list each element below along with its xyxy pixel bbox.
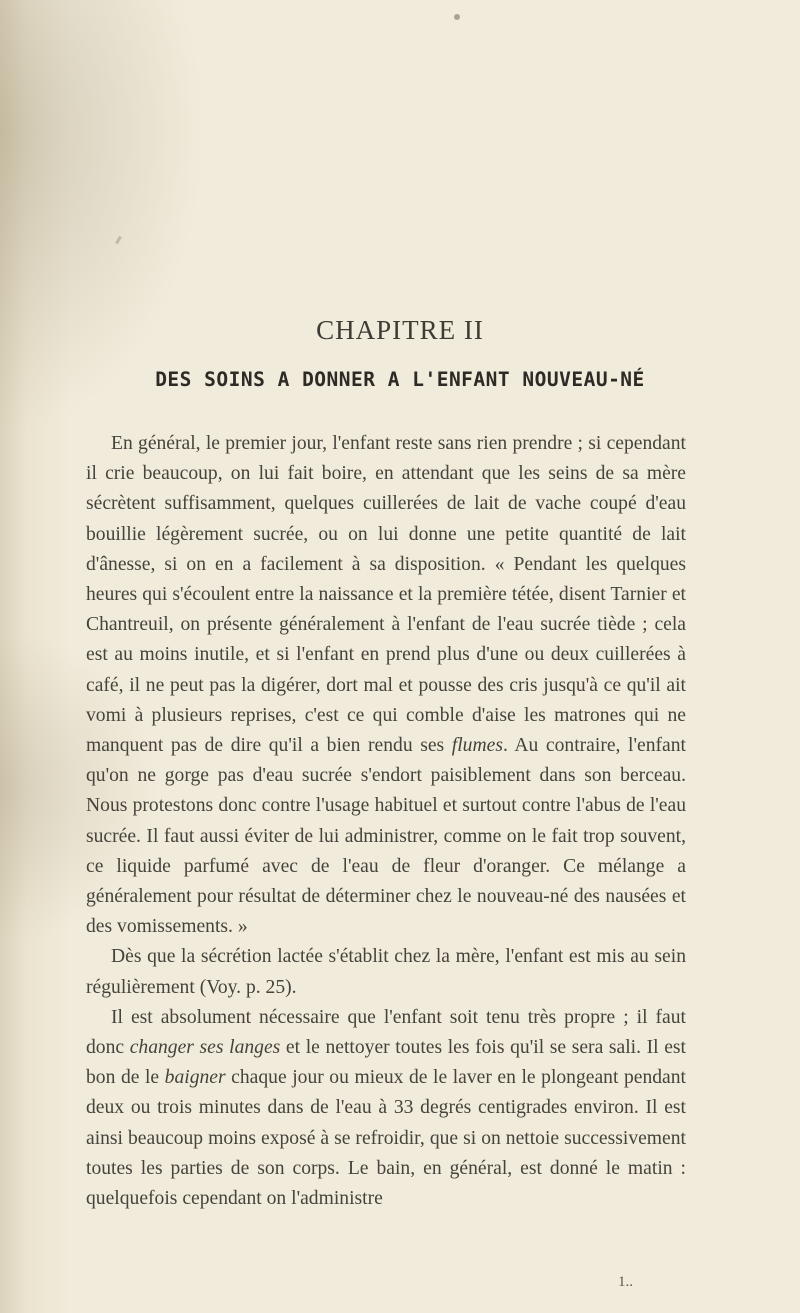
ink-spot bbox=[454, 14, 460, 20]
chapter-title: DES SOINS A DONNER A L'ENFANT NOUVEAU-NÉ bbox=[155, 368, 645, 391]
paragraph-3 bbox=[86, 1003, 686, 1214]
paragraph-2 bbox=[86, 942, 686, 1002]
text-run: Il est absolument nécessaire que l'enfant soit tenu très propre ; il faut donc bbox=[86, 1006, 686, 1059]
text-run: Dès que la sécrétion lactée s'établit chez la mère, l'enfant est mis au sein régulièrement (Voy. p. 25). bbox=[86, 946, 686, 998]
signature-mark: 1.. bbox=[618, 1274, 633, 1290]
text-run-italic: changer ses langes bbox=[129, 1037, 281, 1059]
text-run: et le nettoyer toutes les fois qu'il se sera sali. Il est bon de le bbox=[86, 1037, 686, 1089]
chapter-heading: CHAPITRE II bbox=[316, 315, 484, 345]
body-text bbox=[86, 429, 686, 1214]
text-run: . Au contraire, l'enfant qu'on ne gorge pas d'eau sucrée s'endort paisiblement dans son berceau. Nous protestons donc contre l'usage habituel et surtout contre l'abus de l'eau sucrée. Il faut aussi éviter de lui administrer, comme on le fait trop souvent, ce liquide parfumé avec de l'eau de fleur d'oranger. Ce mélange a généralement pour résultat de déterminer chez le nouveau-né des nausées et des vomissements. » bbox=[86, 735, 686, 938]
text-run: En général, le premier jour, l'enfant reste sans rien prendre ; si cependant il crie beaucoup, on lui fait boire, en attendant que les seins de sa mère sécrètent suffisamment, quelques cuillerées de lait de vache coupé d'eau bouillie légèrement sucrée, ou on lui donne une petite quantité de lait d'ânesse, si on en a facilement à sa disposition. « Pendant les quelques heures qui s'écoulent entre la naissance et la première tétée, disent Tarnier et Chantreuil, on présente généralement à l'enfant de l'eau sucrée tiède ; cela est au moins inutile, et si l'enfant en prend plus d'une ou deux cuillerées à café, il ne peut pas la digérer, dort mal et pousse des cris jusqu'à ce qu'il ait vomi à plusieurs reprises, c'est ce qui comble d'aise les matrones qui ne manquent pas de dire qu'il a bien rendu ses bbox=[86, 433, 686, 757]
ink-tick bbox=[115, 236, 122, 244]
paragraph-1 bbox=[86, 429, 686, 942]
text-run-italic: baigner bbox=[164, 1067, 226, 1089]
text-run: chaque jour ou mieux de le laver en le plongeant pendant deux ou trois minutes dans de l'eau à 33 degrés centigrades environ. Il est ainsi beaucoup moins exposé à se refroidir, que si on nettoie successivement toutes les parties de son corps. Le bain, en général, est donné le matin : quelquefois cependant on l'administre bbox=[86, 1067, 686, 1210]
text-run-italic: flumes bbox=[451, 735, 503, 757]
